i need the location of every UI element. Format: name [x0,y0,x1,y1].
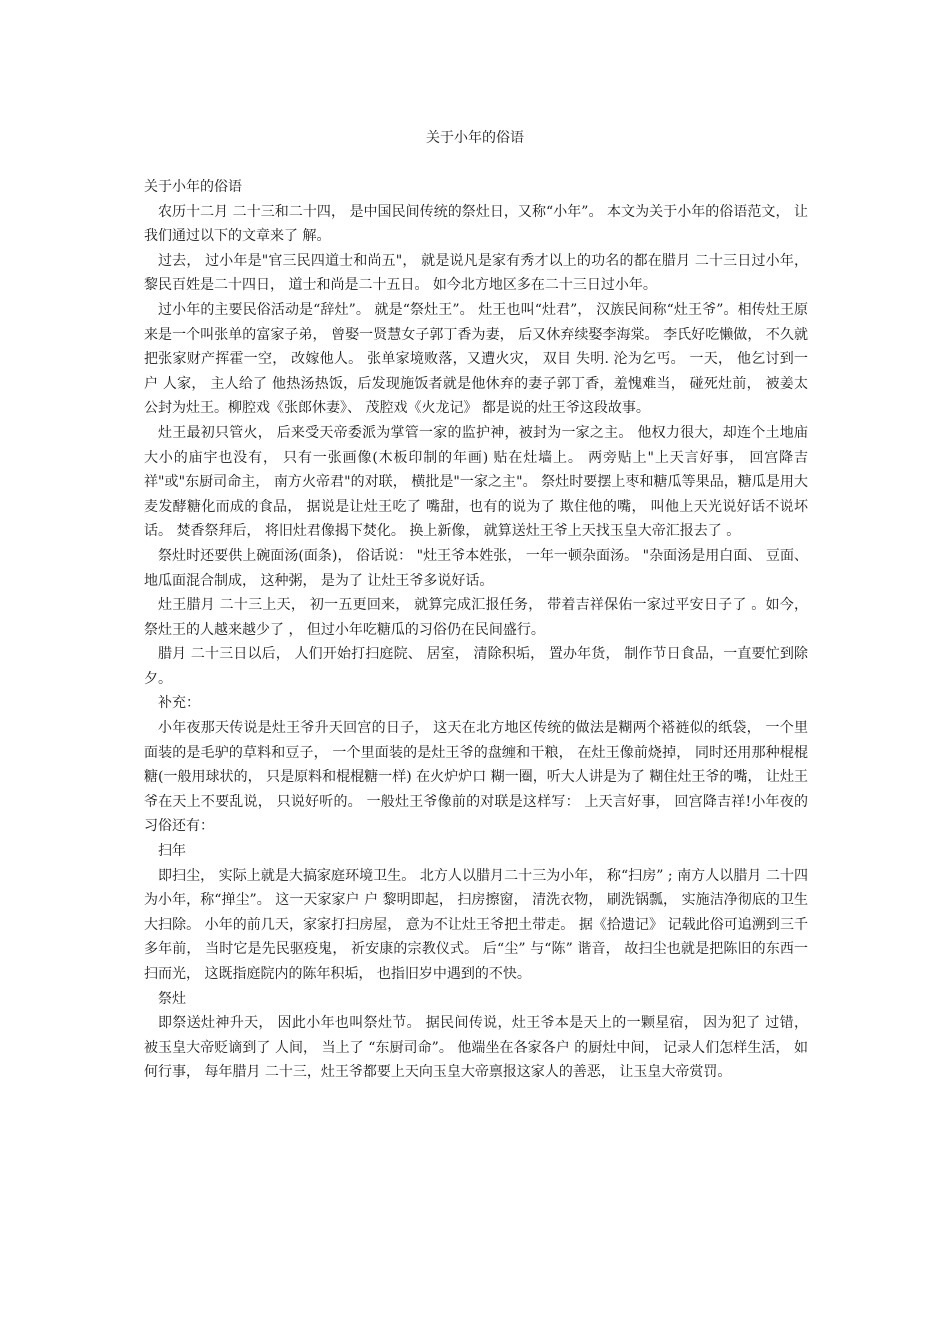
paragraph: 灶王最初只管火， 后来受天帝委派为掌管一家的监护神，被封为一家之主。 他权力很大，却连个土地庙大小的庙宇也没有， 只有一张画像(木板印制的年画) 贴在灶墙上。 两旁贴上"上天言好事， 回宫降吉祥"或"东厨司命主， 南方火帝君"的对联， 横批是"一家之主"。 祭灶时要摆上枣和糖瓜等果品，糖瓜是用大麦发酵糖化而成的食品， 据说是让灶王吃了 嘴甜，也有的说为了 欺住他的嘴， 叫他上天光说好话不说坏话。 焚香祭拜后， 将旧灶君像揭下焚化。 换上新像， 就算送灶王爷上天找玉皇大帝汇报去了 。 [144,424,808,540]
paragraph: 过小年的主要民俗活动是“辞灶”。 就是“祭灶王”。 灶王也叫“灶君”， 汉族民间称“灶王爷”。相传灶王原来是一个叫张单的富家子弟， 曾娶一贤慧女子郭丁香为妻， 后又休弃续娶李海棠。 李氏好吃懒做， 不久就把张家财产挥霍一空， 改嫁他人。 张单家境败落，又遭火灾， 双目 失明. 沦为乞丐。 一天， 他乞讨到一户 人家， 主人给了 他热汤热饭，后发现施饭者就是他休弃的妻子郭丁香，羞愧难当， 碰死灶前， 被姜太公封为灶王。柳腔戏《张郎休妻》、 茂腔戏《火龙记》 都是说的灶王爷这段故事。 [144,301,808,417]
paragraph: 农历十二月 二十三和二十四， 是中国民间传统的祭灶日，又称“小年”。 本文为关于小年的俗语范文， 让我们通过以下的文章来了 解。 [144,203,808,245]
paragraph: 祭灶 [158,990,186,1007]
paragraph: 祭灶时还要供上碗面汤(面条)， 俗话说： "灶王爷本姓张， 一年一顿杂面汤。 "杂面汤是用白面、 豆面、 地瓜面混合制成， 这种粥， 是为了 让灶王爷多说好话。 [144,547,808,589]
paragraph: 腊月 二十三日以后， 人们开始打扫庭院、 居室， 清除积垢， 置办年货， 制作节日食品，一直要忙到除夕。 [144,646,808,687]
section-heading: 关于小年的俗语 [144,179,242,195]
paragraph: 灶王腊月 二十三上天， 初一五更回来， 就算完成汇报任务， 带着吉祥保佑一家过平安日子了 。如今， 祭灶王的人越来越少了 ， 但过小年吃糖瓜的习俗仍在民间盛行。 [144,597,808,638]
paragraph: 即扫尘， 实际上就是大搞家庭环境卫生。 北方人以腊月二十三为小年， 称“扫房” ; 南方人以腊月 二十四为小年，称“掸尘”。 这一天家家户 户 黎明即起， 扫房擦窗， 清洗衣物， 刷洗锅瓢， 实施洁净彻底的卫生大扫除。 小年的前几天，家家打扫房屋， 意为不让灶王爷把土带走。 据《拾遗记》 记载此俗可追溯到三千多年前， 当时它是先民驱疫鬼， 祈安康的宗教仪式。 后“尘” 与“陈” 谐音， 故扫尘也就是把陈旧的东西一扫而光， 这既指庭院内的陈年积垢， 也指旧岁中遇到的不快。 [144,867,808,982]
page-title: 关于小年的俗语 [426,130,524,146]
paragraph: 即祭送灶神升天， 因此小年也叫祭灶节。 据民间传说，灶王爷本是天上的一颗星宿， 因为犯了 过错， 被玉皇大帝贬谪到了 人间， 当上了 “东厨司命”。 他端坐在各家各户 的厨灶中间， 记录人们怎样生活， 如何行事， 每年腊月 二十三，灶王爷都要上天向玉皇大帝禀报这家人的善恶， 让玉皇大帝赏罚。 [144,1015,808,1081]
paragraph: 过去， 过小年是"官三民四道士和尚五"， 就是说凡是家有秀才以上的功名的都在腊月 二十三日过小年， 黎民百姓是二十四日， 道士和尚是二十五日。 如今北方地区多在二十三日过小年。 [144,252,808,294]
paragraph: 小年夜那天传说是灶王爷升天回宫的日子， 这天在北方地区传统的做法是糊两个褡裢似的纸袋， 一个里面装的是毛驴的草料和豆子， 一个里面装的是灶王爷的盘缠和干粮， 在灶王像前烧掉， 同时还用那种棍棍糖(一般用球状的， 只是原料和棍棍糖一样) 在火炉炉口 糊一圈，听大人讲是为了 糊住灶王爷的嘴， 让灶王爷在天上不要乱说， 只说好听的。 一般灶王爷像前的对联是这样写： 上天言好事， 回宫降吉祥!小年夜的习俗还有： [144,720,808,835]
paragraph: 扫年 [158,843,186,860]
paragraph: 补充： [158,695,200,712]
document-body [144,175,808,1085]
